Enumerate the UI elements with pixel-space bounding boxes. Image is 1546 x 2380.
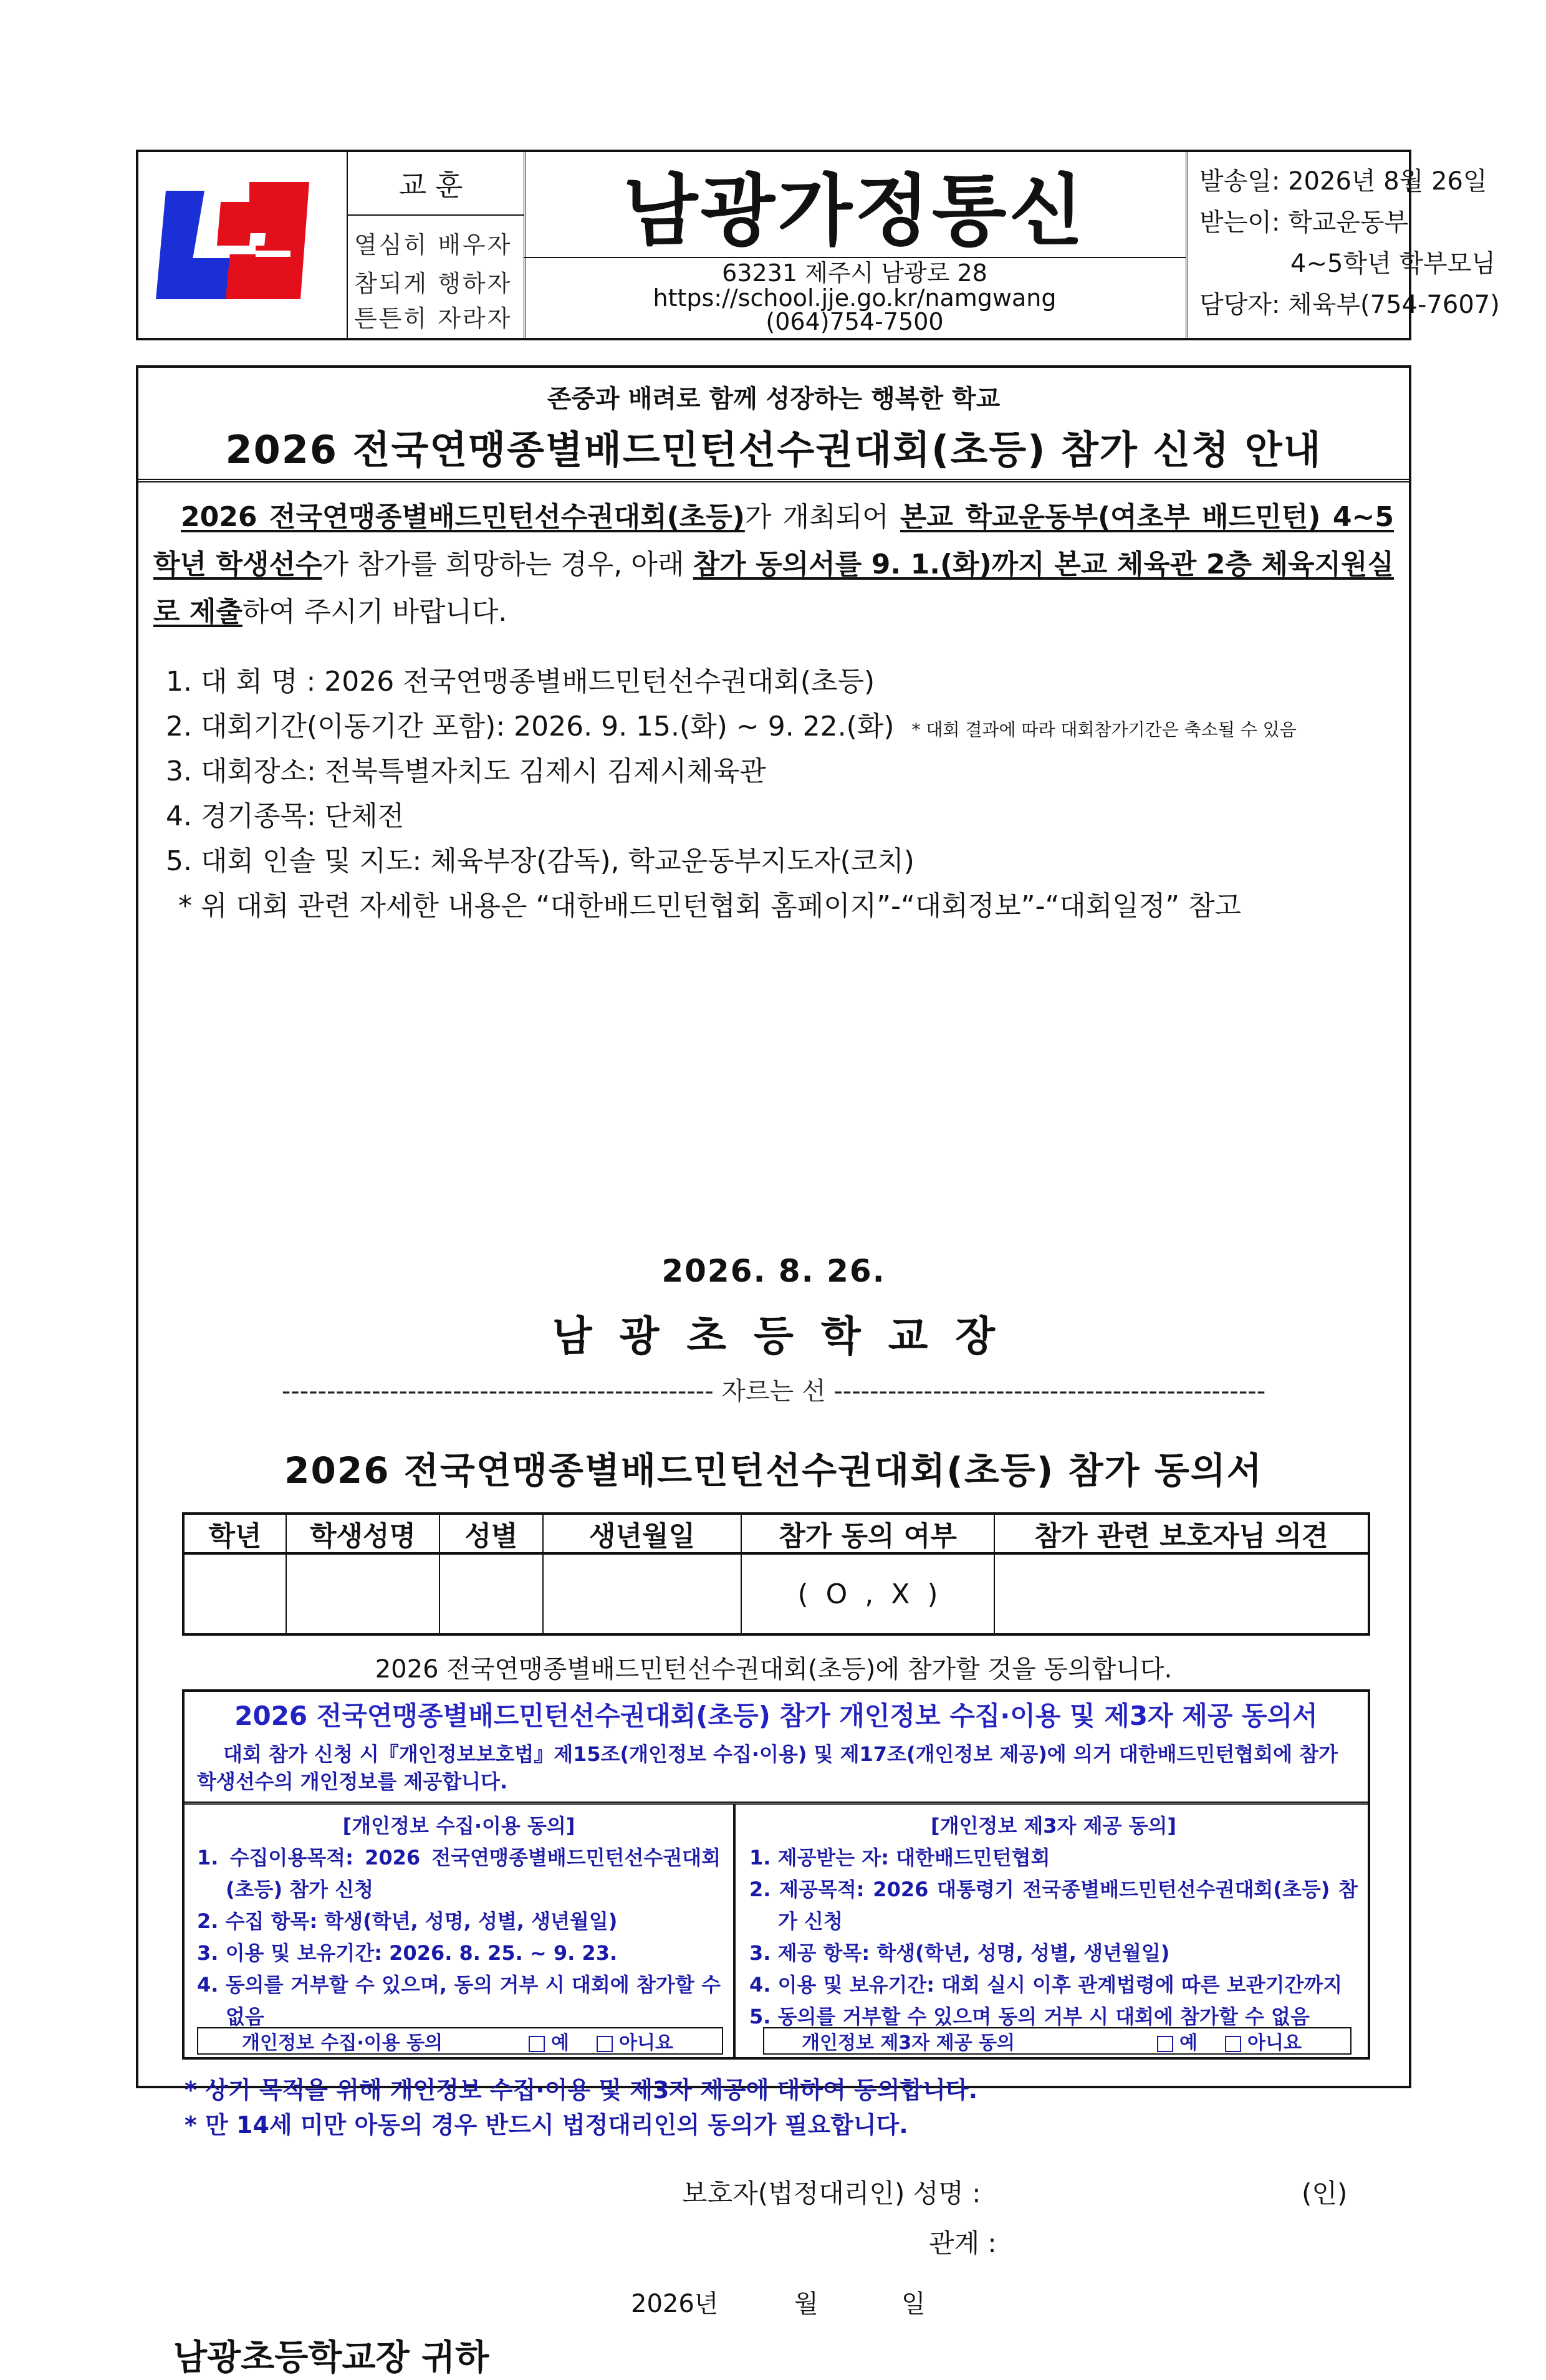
- event-period: 2. 대회기간(이동기간 포함): 2026. 9. 15.(화) ~ 9. 22.(화): [166, 711, 895, 742]
- period-note: * 대회 결과에 따라 대회참가기간은 축소될 수 있음: [911, 719, 1297, 740]
- collect-consent-label: 개인정보 수집·이용 동의: [242, 2032, 443, 2054]
- list-item: * 위 대회 관련 자세한 내용은 “대한배드민턴협회 홈페이지”-“대회정보”-“대회일정” 참고: [178, 890, 1242, 922]
- birthdate-cell[interactable]: [544, 1555, 742, 1633]
- newsletter-title: 남광가정통신: [524, 152, 1186, 258]
- school-phone: (064)754-7500: [766, 308, 944, 335]
- list-item: 4. 이용 및 보유기간: 대회 실시 이후 관계법령에 따른 보관기간까지: [749, 1973, 1343, 1997]
- addressee: 남광초등학교장 귀하: [173, 2338, 489, 2378]
- motto-title: 교훈: [347, 152, 524, 216]
- checkbox-icon[interactable]: [597, 2036, 613, 2052]
- column-header: 참가 동의 여부: [742, 1515, 995, 1555]
- thirdparty-no-option[interactable]: [1225, 2027, 1302, 2055]
- recipient: 받는이: 학교운동부: [1199, 208, 1409, 237]
- privacy-description: 대회 참가 신청 시『개인정보보호법』제15조(개인정보 수집·이용) 및 제17조(개인정보 제공)에 의거 대한배드민턴협회에 참가 학생선수의 개인정보를 제공합니다.: [197, 1742, 1338, 1793]
- sign-year: 2026년: [631, 2290, 719, 2318]
- issue-info: [1186, 152, 1500, 338]
- privacy-column-divider: [733, 1804, 736, 2057]
- list-item: 5. 대회 인솔 및 지도: 체육부장(감독), 학교운동부지도자(코치): [166, 845, 915, 877]
- notice-title: 2026 전국연맹종별배드민턴선수권대회(초등) 참가 신청 안내: [225, 427, 1322, 473]
- list-item: 2. 제공목적: 2026 대통령기 전국종별배드민턴선수권대회(초등) 참가 신청: [749, 1878, 1358, 1933]
- newsletter-header: [136, 150, 1500, 340]
- recipient-detail: 4~5학년 학부모님: [1290, 249, 1496, 278]
- relation-label: 관계 :: [929, 2228, 997, 2258]
- notice-body: [136, 365, 1411, 2378]
- thirdparty-consent-checkrow: [763, 2027, 1352, 2055]
- gender-cell[interactable]: [440, 1555, 544, 1633]
- consent-title: 2026 전국연맹종별배드민턴선수권대회(초등) 참가 동의서: [284, 1449, 1263, 1492]
- notice-date: 2026. 8. 26.: [661, 1253, 886, 1289]
- privacy-thirdparty-column: [749, 1810, 1358, 2033]
- school-motto: [347, 152, 526, 338]
- list-item: 3. 대회장소: 전북특별자치도 김제시 김제시체육관: [166, 756, 766, 787]
- sign-day: 일: [901, 2290, 926, 2318]
- privacy-thirdparty-heading: [개인정보 제3자 제공 동의]: [930, 1814, 1177, 1838]
- privacy-divider: [185, 1802, 1368, 1805]
- list-item: 4. 경기종목: 단체전: [166, 800, 405, 832]
- issue-date: 발송일: 2026년 8월 26일: [1199, 167, 1487, 196]
- school-url[interactable]: https://school.jje.go.kr/namgwang: [653, 284, 1057, 312]
- yes-label: 예: [1179, 2032, 1198, 2054]
- no-label: 아니요: [618, 2032, 673, 2054]
- intro-text: 하여 주시기 바랍니다.: [242, 596, 507, 628]
- guardian-name-field[interactable]: [1030, 2173, 1317, 2205]
- logo-cell: [138, 152, 348, 338]
- list-item: 3. 이용 및 보유기간: 2026. 8. 25. ~ 9. 23.: [197, 1941, 618, 1965]
- grade-cell[interactable]: [185, 1555, 287, 1633]
- checkbox-icon[interactable]: [1225, 2036, 1241, 2052]
- checkbox-icon[interactable]: [1157, 2036, 1173, 2052]
- seal-mark: (인): [1302, 2178, 1348, 2209]
- school-logo-icon: [156, 177, 324, 308]
- newsletter-title-cell: [524, 152, 1188, 338]
- list-item: [166, 704, 1406, 752]
- intro-event: 2026 전국연맹종별배드민턴선수권대회(초등): [181, 501, 745, 533]
- list-item: 5. 동의를 거부할 수 있으며 동의 거부 시 대회에 참가할 수 없음: [749, 2005, 1310, 2028]
- column-header: 학생성명: [287, 1515, 440, 1555]
- no-label: 아니요: [1247, 2032, 1302, 2054]
- motto-line: 참되게 행하자: [354, 270, 512, 297]
- privacy-collect-column: [197, 1810, 721, 2033]
- agree-statement: 2026 전국연맹종별배드민턴선수권대회(초등)에 참가할 것을 동의합니다.: [375, 1655, 1173, 1684]
- collect-no-option[interactable]: [597, 2027, 673, 2055]
- title-divider: [138, 479, 1409, 482]
- relation-field[interactable]: [1030, 2223, 1317, 2255]
- principal-name: 남광초등학교장: [552, 1312, 1023, 1360]
- intro-paragraph: [153, 494, 1394, 636]
- sign-month: 월: [794, 2290, 819, 2318]
- collect-consent-checkrow: [197, 2027, 723, 2055]
- school-slogan: 존중과 배려로 함께 성장하는 행복한 학교: [547, 385, 1001, 413]
- motto-line: 열심히 배우자: [354, 231, 512, 259]
- school-address: 63231 제주시 남광로 28: [722, 259, 987, 287]
- student-name-cell[interactable]: [287, 1555, 440, 1633]
- cut-line: ------------------------------------------------ 자르는 선 ------------------------------------------------: [281, 1377, 1266, 1406]
- contact: 담당자: 체육부(754-7607): [1199, 290, 1500, 319]
- thirdparty-consent-label: 개인정보 제3자 제공 동의: [802, 2032, 1015, 2054]
- intro-text: 가 개최되어: [744, 501, 900, 533]
- column-header: 생년월일: [544, 1515, 742, 1555]
- thirdparty-yes-option[interactable]: [1157, 2027, 1198, 2055]
- motto-line: 튼튼히 자라자: [354, 305, 512, 332]
- list-item: 1. 수집이용목적: 2026 전국연맹종별배드민턴선수권대회(초등) 참가 신청: [197, 1846, 721, 1901]
- list-item: 3. 제공 항목: 학생(학년, 성명, 성별, 생년월일): [749, 1941, 1170, 1965]
- guardian-name-label: 보호자(법정대리인) 성명 :: [682, 2178, 981, 2209]
- column-header: 성별: [440, 1515, 544, 1555]
- intro-deadline: 참가 동의서를 9. 1.(화)까지 본교 체육관 2층 체육지원실로 제출: [153, 549, 1395, 628]
- privacy-consent-box: [182, 1689, 1370, 2060]
- column-header: 참가 관련 보호자님 의견: [995, 1515, 1368, 1555]
- consent-table: [182, 1512, 1370, 1636]
- privacy-note: * 만 14세 미만 아동의 경우 반드시 법정대리인의 동의가 필요합니다.: [185, 2111, 908, 2139]
- yes-label: 예: [551, 2032, 569, 2054]
- guardian-opinion-cell[interactable]: [995, 1555, 1368, 1633]
- list-item: 1. 대 회 명 : 2026 전국연맹종별배드민턴선수권대회(초등): [166, 666, 875, 698]
- column-header: 학년: [185, 1515, 287, 1555]
- intro-text: 가 참가를 희망하는 경우, 아래: [322, 549, 693, 580]
- privacy-collect-heading: [개인정보 수집·이용 동의]: [342, 1814, 575, 1838]
- list-item: 2. 수집 항목: 학생(학년, 성명, 성별, 생년월일): [197, 1909, 618, 1933]
- consent-choice-cell[interactable]: ( O , X ): [742, 1555, 995, 1633]
- privacy-title: 2026 전국연맹종별배드민턴선수권대회(초등) 참가 개인정보 수집·이용 및 제3자 제공 동의서: [234, 1701, 1318, 1731]
- checkbox-icon[interactable]: [529, 2036, 545, 2052]
- collect-yes-option[interactable]: [529, 2027, 569, 2055]
- list-item: 4. 동의를 거부할 수 있으며, 동의 거부 시 대회에 참가할 수 없음: [197, 1973, 721, 2028]
- intro-target: 본교 학교운동부(여초부 배드민턴) 4~5학년 학생선수: [153, 501, 1394, 580]
- privacy-note: * 상기 목적을 위해 개인정보 수집·이용 및 제3자 제공에 대하여 동의합니다.: [185, 2076, 978, 2104]
- list-item: 1. 제공받는 자: 대한배드민턴협회: [749, 1846, 1050, 1869]
